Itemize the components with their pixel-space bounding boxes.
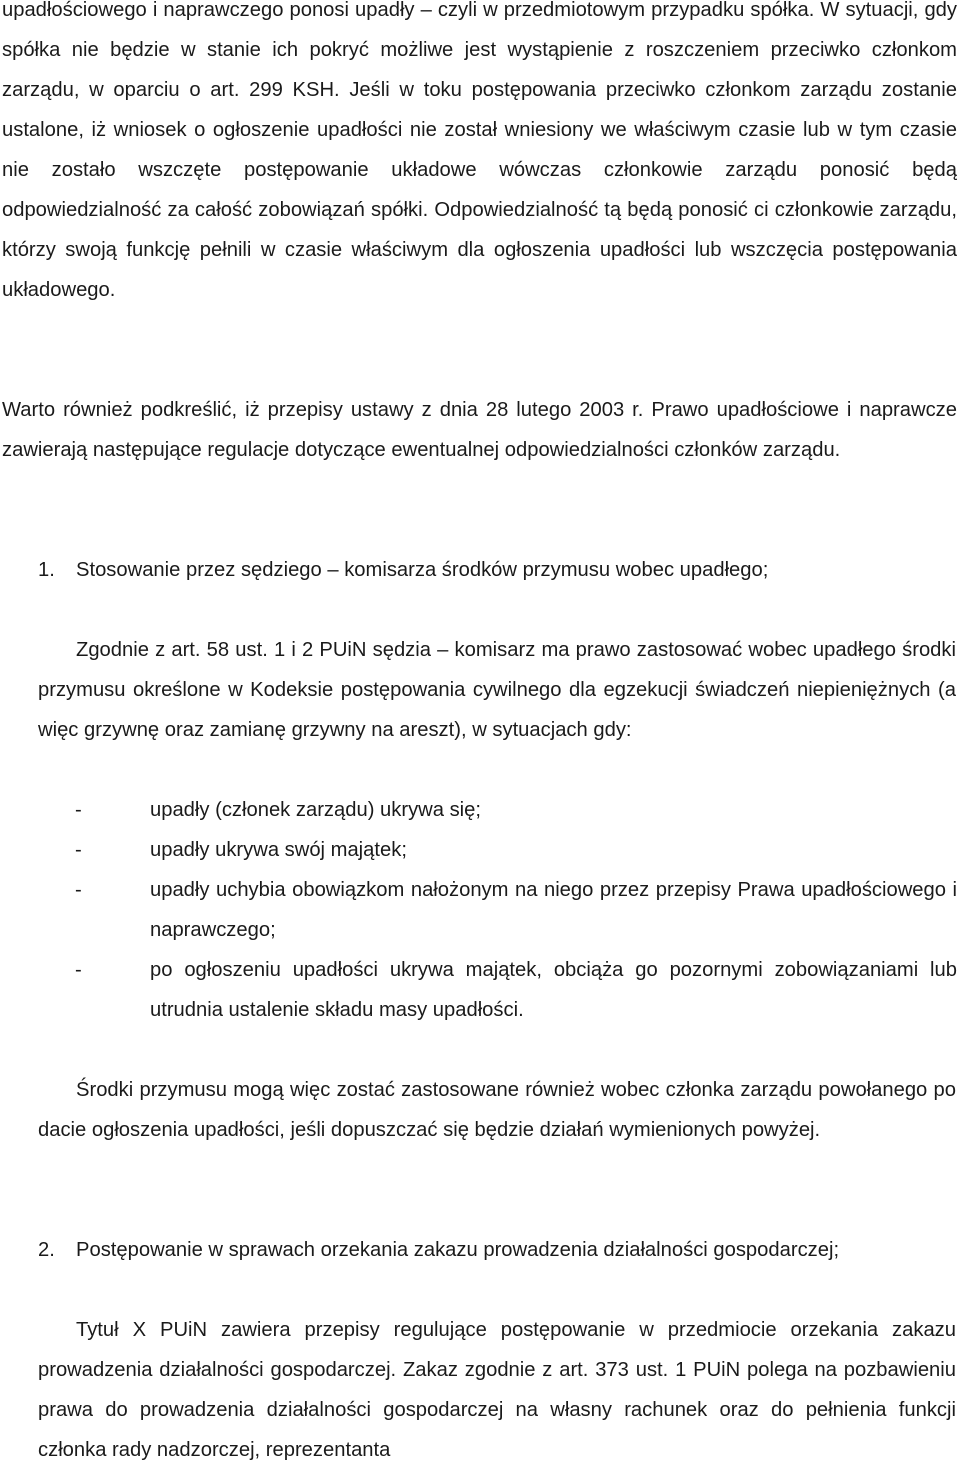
dash-list: [75, 790, 957, 1030]
section-heading-1-number: 1.: [38, 559, 55, 581]
list-item-text: upadły uchybia obowiązkom nałożonym na niego przez przepisy Prawa upadłościowego i naprawczego;: [150, 879, 957, 941]
paragraph-board-member-measures: Środki przymusu mogą więc zostać zastosowane również wobec członka zarządu powołanego po dacie ogłoszenia upadłości, jeśli dopuszczać się będzie działań wymienionych powyżej.: [38, 1079, 956, 1141]
section-heading-1: [38, 550, 938, 590]
paragraph-business-ban: Tytuł X PUiN zawiera przepisy regulujące postępowanie w przedmiocie orzekania zakazu prowadzenia działalności gospodarczej. Zakaz zgodnie z art. 373 ust. 1 PUiN polega na pozbawieniu prawa do prowadzenia działalności gospodarczej na własny rachunek oraz do pełnienia funkcji członka rady nadzorczej, reprezentanta: [38, 1319, 956, 1461]
list-item: [75, 950, 957, 1030]
list-item-text: po ogłoszeniu upadłości ukrywa majątek, obciąża go pozornymi zobowiązaniami lub utrudnia ustalenie składu masy upadłości.: [150, 959, 957, 1021]
section-heading-2-number: 2.: [38, 1239, 55, 1261]
section-heading-1-text: Stosowanie przez sędziego – komisarza środków przymusu wobec upadłego;: [76, 559, 769, 581]
list-item: [75, 790, 957, 830]
paragraph-coercive-measures: Zgodnie z art. 58 ust. 1 i 2 PUiN sędzia – komisarz ma prawo zastosować wobec upadłego środki przymusu określone w Kodeksie postępowania cywilnego dla egzekucji świadczeń niepieniężnych (a więc grzywnę oraz zamianę grzywny na areszt), w sytuacjach gdy:: [38, 639, 956, 741]
list-item: [75, 870, 957, 950]
section-heading-2-text: Postępowanie w sprawach orzekania zakazu prowadzenia działalności gospodarczej;: [76, 1239, 840, 1261]
paragraph-liability-intro: upadłościowego i naprawczego ponosi upadły – czyli w przedmiotowym przypadku spółka. W sytuacji, gdy spółka nie będzie w stanie ich pokryć możliwe jest wystąpienie z roszczeniem przeciwko członkom zarządu, w oparciu o art. 299 KSH. Jeśli w toku postępowania przeciwko członkom zarządu zostanie ustalone, iż wniosek o ogłoszenie upadłości nie został wniesiony we właściwym czasie lub w tym czasie nie zostało wszczęte postępowanie układowe wówczas członkowie zarządu ponosić będą odpowiedzialność za całość zobowiązań spółki. Odpowiedzialność tą będą ponosić ci członkowie zarządu, którzy swoją funkcję pełnili w czasie właściwym dla ogłoszenia upadłości lub wszczęcia postępowania układowego.: [2, 0, 957, 301]
list-item-text: upadły (członek zarządu) ukrywa się;: [150, 799, 481, 821]
list-dash: -: [75, 879, 82, 901]
list-item-text: upadły ukrywa swój majątek;: [150, 839, 407, 861]
paragraph-regulations-intro: Warto również podkreślić, iż przepisy ustawy z dnia 28 lutego 2003 r. Prawo upadłościowe i naprawcze zawierają następujące regulacje dotyczące ewentualnej odpowiedzialności członków zarządu.: [2, 399, 957, 461]
list-dash: -: [75, 839, 82, 861]
list-dash: -: [75, 959, 82, 981]
section-heading-2: [38, 1230, 956, 1270]
list-item: [75, 830, 957, 870]
list-dash: -: [75, 799, 82, 821]
